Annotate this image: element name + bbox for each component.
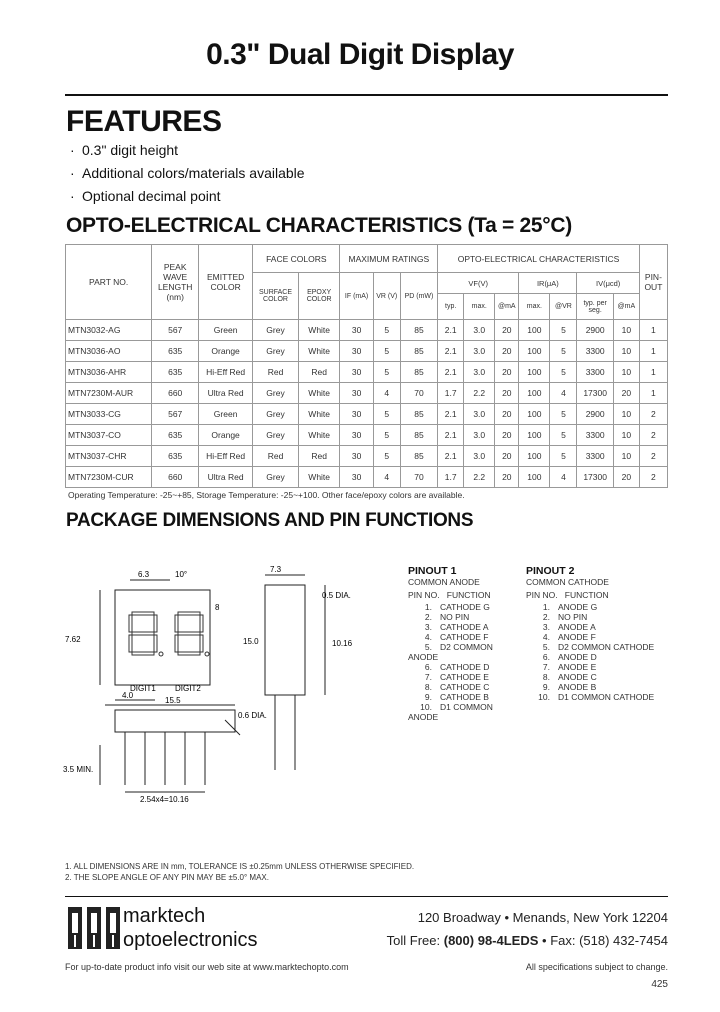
table-cell: 660 <box>152 467 199 488</box>
contact-line: Toll Free: (800) 98-4LEDS • Fax: (518) 432-7454 <box>386 933 668 948</box>
table-cell: 2 <box>639 446 667 467</box>
table-cell: 635 <box>152 446 199 467</box>
dim-155: 15.5 <box>165 696 181 705</box>
pin-function: D2 COMMON ANODE <box>408 642 493 662</box>
digit1-label: DIGIT1 <box>130 684 156 693</box>
temperature-note: Operating Temperature: -25~+85, Storage Temperature: -25~+100. Other face/epoxy colors are available. <box>68 490 465 500</box>
brand-line2: optoelectronics <box>123 929 258 951</box>
pin-number: 8. <box>424 682 432 692</box>
dim-702: 7.62 <box>65 635 81 644</box>
marktech-logo-icon <box>66 905 122 951</box>
table-cell: Ultra Red <box>199 383 253 404</box>
table-cell: 2 <box>639 425 667 446</box>
table-cell: MTN7230M-CUR <box>66 467 152 488</box>
hdr-surface: SURFACE COLOR <box>253 273 299 320</box>
table-row <box>66 362 668 383</box>
pin-row <box>408 662 523 672</box>
table-cell: 20 <box>495 404 519 425</box>
table-cell: 5 <box>550 320 577 341</box>
disclaimer: All specifications subject to change. <box>525 962 668 972</box>
table-cell: 2.2 <box>464 467 495 488</box>
table-cell: 70 <box>400 383 437 404</box>
pin-row <box>526 672 676 682</box>
pin-function: ANODE B <box>558 682 597 692</box>
table-cell: 4 <box>373 467 400 488</box>
table-cell: 567 <box>152 404 199 425</box>
table-cell: 5 <box>373 341 400 362</box>
pin-function: CATHODE B <box>440 692 489 702</box>
hdr-peak-wave: PEAK WAVE LENGTH (nm) <box>152 245 199 320</box>
pinout2-title: PINOUT 2 <box>526 565 575 577</box>
table-cell: Orange <box>199 425 253 446</box>
pin-number: 1. <box>542 602 550 612</box>
table-cell: 2.1 <box>438 320 464 341</box>
table-cell: 85 <box>400 362 437 383</box>
pin-function: CATHODE D <box>440 662 490 672</box>
table-cell: 100 <box>519 320 550 341</box>
table-cell: 1 <box>639 383 667 404</box>
table-cell: Grey <box>253 383 299 404</box>
table-cell: Red <box>253 362 299 383</box>
table-cell: 100 <box>519 467 550 488</box>
features-heading: FEATURES <box>66 105 222 138</box>
table-cell: 17300 <box>577 383 613 404</box>
table-cell: MTN3032-AG <box>66 320 152 341</box>
hdr-face-colors: FACE COLORS <box>253 245 340 273</box>
pin-function: D2 COMMON CATHODE <box>558 642 655 652</box>
table-cell: 5 <box>550 425 577 446</box>
pin-row <box>526 692 676 702</box>
table-cell: 3.0 <box>464 425 495 446</box>
table-cell: 2900 <box>577 320 613 341</box>
dim-1016: 10.16 <box>332 639 353 648</box>
pin-function: CATHODE E <box>440 672 489 682</box>
table-cell: 5 <box>550 341 577 362</box>
website-note: For up-to-date product info visit our web site at www.marktechopto.com <box>65 962 349 972</box>
table-cell: 3.0 <box>464 362 495 383</box>
pin-row <box>408 612 523 622</box>
pin-number: 5. <box>542 642 550 652</box>
table-cell: 30 <box>340 362 373 383</box>
hdr-ir: IR(μA) <box>519 273 577 294</box>
pin-row <box>408 602 523 612</box>
table-cell: 3.0 <box>464 446 495 467</box>
table-cell: 100 <box>519 341 550 362</box>
table-cell: Red <box>298 362 340 383</box>
pin-row <box>408 622 523 632</box>
table-cell: 10 <box>613 341 639 362</box>
table-cell: 635 <box>152 425 199 446</box>
pin-function: CATHODE C <box>440 682 490 692</box>
table-cell: 2 <box>639 404 667 425</box>
pin-row <box>408 692 523 702</box>
pin-number: 6. <box>542 652 550 662</box>
table-cell: 2.1 <box>438 362 464 383</box>
table-cell: 85 <box>400 320 437 341</box>
table-cell: White <box>298 383 340 404</box>
table-cell: 20 <box>613 467 639 488</box>
table-cell: 85 <box>400 446 437 467</box>
table-cell: Green <box>199 320 253 341</box>
spec-table <box>65 244 668 488</box>
table-cell: 3300 <box>577 425 613 446</box>
table-cell: 3.0 <box>464 341 495 362</box>
dim-150: 15.0 <box>243 637 259 646</box>
dim-254: 2.54x4=10.16 <box>140 795 189 804</box>
table-cell: 20 <box>495 341 519 362</box>
table-cell: White <box>298 320 340 341</box>
feature-item: · 0.3" digit height <box>70 142 179 158</box>
table-row <box>66 341 668 362</box>
pin-function: D1 COMMON CATHODE <box>558 692 655 702</box>
hdr-emitted: EMITTED COLOR <box>199 245 253 320</box>
table-row <box>66 446 668 467</box>
hdr-if: IF (mA) <box>340 273 373 320</box>
table-cell: 2900 <box>577 404 613 425</box>
table-cell: 10 <box>613 425 639 446</box>
table-cell: White <box>298 404 340 425</box>
pin-row <box>526 632 676 642</box>
pin-number: 2. <box>542 612 550 622</box>
table-cell: 5 <box>550 404 577 425</box>
table-cell: 4 <box>550 383 577 404</box>
hdr-max2: max. <box>519 294 550 320</box>
table-cell: 100 <box>519 362 550 383</box>
table-cell: 1.7 <box>438 383 464 404</box>
pin-function: NO PIN <box>558 612 588 622</box>
table-cell: 85 <box>400 404 437 425</box>
package-heading: PACKAGE DIMENSIONS AND PIN FUNCTIONS <box>66 510 474 531</box>
table-cell: 1 <box>639 341 667 362</box>
table-cell: 635 <box>152 341 199 362</box>
address: 120 Broadway • Menands, New York 12204 <box>417 910 668 925</box>
table-cell: Red <box>253 446 299 467</box>
dim-10deg: 10° <box>175 570 188 579</box>
table-cell: 100 <box>519 383 550 404</box>
pinout1-block <box>408 565 523 722</box>
page-number: 425 <box>651 979 668 990</box>
table-cell: 5 <box>373 446 400 467</box>
dim-35: 3.5 MIN. <box>63 765 94 774</box>
table-cell: 3.0 <box>464 320 495 341</box>
table-cell: 20 <box>495 446 519 467</box>
hdr-iv: IV(μcd) <box>577 273 639 294</box>
title-rule <box>65 94 668 96</box>
table-cell: 20 <box>613 383 639 404</box>
table-cell: MTN3037-CO <box>66 425 152 446</box>
table-cell: Grey <box>253 341 299 362</box>
pin-function: ANODE F <box>558 632 596 642</box>
pin-function: NO PIN <box>440 612 470 622</box>
bottom-view-body <box>115 710 235 732</box>
hdr-typ-per-seg: typ. per seg. <box>577 294 613 320</box>
feature-item: · Optional decimal point <box>70 188 221 204</box>
table-cell: 5 <box>373 362 400 383</box>
table-cell: MTN7230M-AUR <box>66 383 152 404</box>
table-cell: 30 <box>340 446 373 467</box>
pinout1-cols: PIN NO. FUNCTION <box>408 590 491 600</box>
table-row <box>66 320 668 341</box>
table-cell: MTN3036-AHR <box>66 362 152 383</box>
pin-row <box>408 672 523 682</box>
table-cell: White <box>298 341 340 362</box>
hdr-at-vr: @VR <box>550 294 577 320</box>
digit1-segments <box>129 612 163 656</box>
table-cell: 2.1 <box>438 404 464 425</box>
table-cell: 567 <box>152 320 199 341</box>
table-cell: 85 <box>400 341 437 362</box>
pin-row <box>526 622 676 632</box>
table-cell: 100 <box>519 446 550 467</box>
table-cell: 4 <box>550 467 577 488</box>
dim-05dia: 0.5 DIA. <box>322 591 351 600</box>
table-cell: 20 <box>495 383 519 404</box>
dim-8: 8 <box>215 603 220 612</box>
table-cell: Orange <box>199 341 253 362</box>
table-cell: Grey <box>253 320 299 341</box>
table-cell: 5 <box>550 446 577 467</box>
hdr-opto-char: OPTO-ELECTRICAL CHARACTERISTICS <box>438 245 640 273</box>
pin-row <box>408 642 523 662</box>
pinout2-block <box>526 565 676 702</box>
table-cell: Ultra Red <box>199 467 253 488</box>
hdr-typ: typ. <box>438 294 464 320</box>
pin-function: ANODE A <box>558 622 596 632</box>
hdr-pd: PD (mW) <box>400 273 437 320</box>
hdr-epoxy: EPOXY COLOR <box>298 273 340 320</box>
footnote-2: 2. THE SLOPE ANGLE OF ANY PIN MAY BE ±5.0° MAX. <box>65 873 269 882</box>
pin-function: CATHODE G <box>440 602 490 612</box>
pin-function: CATHODE F <box>440 632 489 642</box>
table-cell: 30 <box>340 383 373 404</box>
pin-function: ANODE E <box>558 662 597 672</box>
table-cell: 1 <box>639 362 667 383</box>
pin-number: 4. <box>424 632 432 642</box>
table-cell: 30 <box>340 341 373 362</box>
dim-06dia: 0.6 DIA. <box>238 711 267 720</box>
table-cell: Hi-Eff Red <box>199 446 253 467</box>
table-cell: MTN3036-AO <box>66 341 152 362</box>
hdr-part-no: PART NO. <box>66 245 152 320</box>
table-row <box>66 383 668 404</box>
pin-function: D1 COMMON ANODE <box>408 702 493 722</box>
pin-row <box>526 612 676 622</box>
opto-heading: OPTO-ELECTRICAL CHARACTERISTICS (Ta = 25°C) <box>66 214 572 237</box>
table-row <box>66 425 668 446</box>
pin-number: 7. <box>424 672 432 682</box>
table-cell: MTN3037-CHR <box>66 446 152 467</box>
footnote-1: 1. ALL DIMENSIONS ARE IN mm, TOLERANCE IS ±0.25mm UNLESS OTHERWISE SPECIFIED. <box>65 862 415 871</box>
table-cell: 1 <box>639 320 667 341</box>
table-cell: 635 <box>152 362 199 383</box>
hdr-vf: VF(V) <box>438 273 519 294</box>
table-cell: 5 <box>550 362 577 383</box>
digit2-label: DIGIT2 <box>175 684 201 693</box>
pin-number: 9. <box>424 692 432 702</box>
table-cell: 1.7 <box>438 467 464 488</box>
table-cell: 20 <box>495 320 519 341</box>
pin-row <box>526 682 676 692</box>
table-cell: 5 <box>373 425 400 446</box>
table-cell: White <box>298 467 340 488</box>
dim-63: 6.3 <box>138 570 150 579</box>
table-cell: Hi-Eff Red <box>199 362 253 383</box>
table-cell: 20 <box>495 467 519 488</box>
feature-item: · Additional colors/materials available <box>70 165 305 181</box>
table-cell: 2.1 <box>438 341 464 362</box>
dim-73: 7.3 <box>270 565 282 574</box>
table-cell: 10 <box>613 320 639 341</box>
table-cell: 20 <box>495 425 519 446</box>
table-cell: 30 <box>340 320 373 341</box>
table-cell: Grey <box>253 425 299 446</box>
brand-line1: marktech <box>123 905 206 927</box>
table-cell: 10 <box>613 404 639 425</box>
table-cell: 5 <box>373 320 400 341</box>
pin-number: 1. <box>424 602 432 612</box>
pin-row <box>408 632 523 642</box>
table-cell: 10 <box>613 362 639 383</box>
table-cell: Green <box>199 404 253 425</box>
pin-number: 3. <box>424 622 432 632</box>
hdr-pinout: PIN-OUT <box>639 245 667 320</box>
hdr-vr: VR (V) <box>373 273 400 320</box>
table-cell: Grey <box>253 467 299 488</box>
table-cell: 70 <box>400 467 437 488</box>
hdr-at-ma: @mA <box>495 294 519 320</box>
table-cell: Red <box>298 446 340 467</box>
pinout1-title: PINOUT 1 <box>408 565 457 577</box>
pin-number: 9. <box>542 682 550 692</box>
table-cell: 2 <box>639 467 667 488</box>
hdr-max-ratings: MAXIMUM RATINGS <box>340 245 438 273</box>
table-cell: 30 <box>340 425 373 446</box>
pin-row <box>526 652 676 662</box>
pin-number: 10. <box>538 692 550 702</box>
pin-row <box>408 702 523 722</box>
table-cell: 660 <box>152 383 199 404</box>
pin-number: 8. <box>542 672 550 682</box>
table-cell: 5 <box>373 404 400 425</box>
table-cell: 100 <box>519 404 550 425</box>
hdr-at-ma2: @mA <box>613 294 639 320</box>
hdr-max: max. <box>464 294 495 320</box>
table-cell: 3300 <box>577 446 613 467</box>
pin-number: 7. <box>542 662 550 672</box>
pin-number: 3. <box>542 622 550 632</box>
side-view-body <box>265 585 305 695</box>
pin-number: 4. <box>542 632 550 642</box>
digit2-segments <box>175 612 209 656</box>
table-cell: 20 <box>495 362 519 383</box>
table-cell: 30 <box>340 467 373 488</box>
table-cell: 3300 <box>577 341 613 362</box>
table-cell: 85 <box>400 425 437 446</box>
table-row <box>66 467 668 488</box>
pin-function: ANODE C <box>558 672 597 682</box>
table-cell: 30 <box>340 404 373 425</box>
pin-number: 5. <box>424 642 432 652</box>
footer-rule <box>65 896 668 897</box>
pinout2-cols: PIN NO. FUNCTION <box>526 590 609 600</box>
pin-row <box>526 602 676 612</box>
pinout1-type: COMMON ANODE <box>408 577 480 587</box>
table-cell: 2.2 <box>464 383 495 404</box>
pin-row <box>408 682 523 692</box>
pin-function: CATHODE A <box>440 622 489 632</box>
table-cell: Grey <box>253 404 299 425</box>
pin-function: ANODE G <box>558 602 598 612</box>
table-cell: 3.0 <box>464 404 495 425</box>
table-cell: 4 <box>373 383 400 404</box>
table-cell: White <box>298 425 340 446</box>
pin-row <box>526 662 676 672</box>
pin-row <box>526 642 676 652</box>
table-cell: 100 <box>519 425 550 446</box>
table-cell: 10 <box>613 446 639 467</box>
table-cell: 3300 <box>577 362 613 383</box>
pin-function: ANODE D <box>558 652 597 662</box>
package-drawing <box>60 560 400 810</box>
table-row <box>66 404 668 425</box>
pinout2-type: COMMON CATHODE <box>526 577 609 587</box>
table-cell: 17300 <box>577 467 613 488</box>
table-cell: 2.1 <box>438 446 464 467</box>
page-title: 0.3" Dual Digit Display <box>206 38 514 71</box>
dim-40: 4.0 <box>122 691 134 700</box>
pin-number: 2. <box>424 612 432 622</box>
pin-number: 10. <box>420 702 432 712</box>
table-cell: MTN3033-CG <box>66 404 152 425</box>
table-cell: 2.1 <box>438 425 464 446</box>
pin-number: 6. <box>424 662 432 672</box>
